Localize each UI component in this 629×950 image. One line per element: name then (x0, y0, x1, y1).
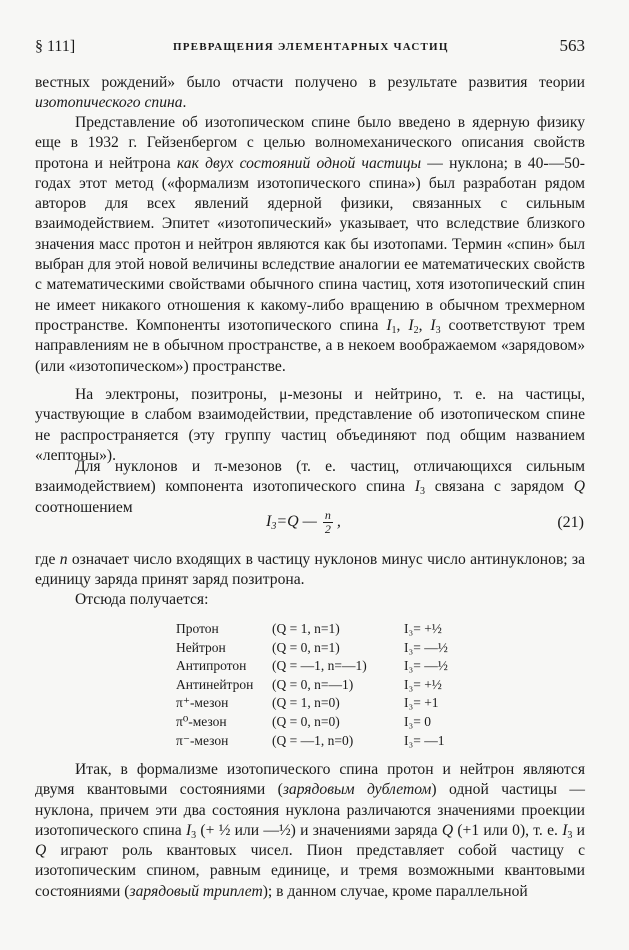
subscript: 3 (419, 486, 425, 498)
paragraph-7 (35, 760, 585, 902)
running-title: ПРЕВРАЩЕНИЯ ЭЛЕМЕНТАРНЫХ ЧАСТИЦ (173, 41, 449, 53)
text: связана с зарядом (424, 478, 574, 496)
paragraph-6 (35, 590, 585, 610)
particle-isospin: I₃= +1 (404, 695, 439, 711)
subscript: 3 (191, 829, 197, 841)
text: (+1 или 0), т. е. (453, 821, 563, 839)
text: ); в данном случае, кроме параллельной (262, 882, 528, 900)
particle-charge: (Q = 1, n=0) (272, 695, 340, 711)
fraction-numerator: n (324, 508, 331, 522)
paragraph-3 (35, 385, 585, 466)
text: , (418, 316, 431, 334)
text: вестных рождений» было отчасти получено в результате развития теории (35, 74, 585, 91)
particle-charge: (Q = 1, n=1) (272, 621, 340, 636)
formula-subscript: 3 (271, 521, 277, 533)
emphasis: зарядовым дублетом (282, 781, 432, 799)
text: , (396, 316, 409, 334)
fraction-denominator: 2 (324, 522, 331, 536)
text: играют роль квантовых чисел. Пион представляет собой частицу с изотопическим спином, равным единице, и тремя возможными квантовыми состояниями ( (35, 842, 585, 900)
symbol: I (430, 316, 436, 334)
page-header (35, 38, 585, 62)
symbol: I (185, 821, 192, 839)
symbol: Q (441, 821, 454, 839)
table-row (176, 657, 452, 676)
symbol: I (562, 821, 568, 839)
text: ) одной частицы — нуклона, причем эти два состояния нуклона различаются значениями проекции изотопического спина (35, 781, 585, 839)
table-row (176, 676, 452, 695)
table-row (176, 713, 452, 732)
particle-charge: (Q = —1, n=0) (272, 732, 354, 748)
particle-charge: (Q = 0, n=—1) (272, 676, 354, 692)
section-number: § 111] (35, 38, 76, 55)
particle-isospin: I₃= —1 (404, 732, 445, 748)
text: Для нуклонов и π-мезонов (т. е. частиц, отличающихся сильным взаимодействием) компонента изотопического спина (35, 458, 585, 496)
particle-name: π⁻-мезон (176, 732, 229, 748)
equation-number: (21) (557, 514, 584, 531)
formula-rhs: =Q — (276, 513, 317, 531)
table-row (176, 694, 452, 713)
text: где (35, 551, 60, 568)
text: соответствуют трем направлениям не в обычном пространстве, а в некоем воображаемом «зарядовом» (или «изотопическом») пространстве. (35, 316, 585, 375)
text: Представление об изотопическом спине было введено в ядерную физику еще в 1932 г. Гейзенбергом с целью волномеханического описания свойств протона и нейтрона (35, 114, 585, 172)
particle-charge: (Q = 0, n=1) (272, 639, 340, 655)
text: означает число входящих в частицу нуклонов минус число антинуклонов; за единицу заряда принят заряд позитрона. (35, 551, 585, 589)
subscript: 3 (567, 829, 573, 841)
particle-charge: (Q = —1, n=—1) (272, 658, 367, 674)
particle-isospin: I₃= +½ (404, 621, 442, 636)
text: Итак, в формализме изотопического спина протон и нейтрон являются двумя квантовыми состояниями ( (35, 761, 585, 799)
emphasis: зарядовый триплет (129, 882, 263, 900)
emphasis: как двух состояний одной частицы (176, 154, 422, 172)
text: Отсюда получается: (75, 591, 209, 608)
particle-name: π⁺-мезон (176, 695, 229, 711)
paragraph-2 (35, 113, 585, 377)
paragraph-5 (35, 550, 585, 591)
symbol: I (414, 478, 420, 496)
text: (+ ½ или —½) и значениями заряда (196, 821, 442, 839)
emphasis: изотопического спина (35, 94, 183, 112)
particle-name: π⁰-мезон (176, 713, 227, 729)
subscript: 3 (435, 324, 441, 336)
formula-tail: , (332, 513, 341, 531)
particle-isospin: I₃= +½ (404, 676, 442, 692)
particle-isospin: I₃= —½ (404, 639, 448, 655)
symbol: Q (573, 478, 585, 496)
symbol: I (408, 316, 414, 334)
symbol: n (59, 551, 68, 568)
page-number: 563 (559, 36, 585, 55)
text: . (182, 94, 187, 112)
particle-name: Нейтрон (176, 639, 226, 655)
table-row (176, 732, 452, 751)
subscript: 1 (391, 324, 397, 336)
formula-lhs: I (266, 513, 272, 531)
particle-name: Протон (176, 621, 219, 636)
fraction (323, 509, 333, 536)
formula-21 (266, 509, 341, 536)
subscript: 2 (413, 324, 419, 336)
text: и (572, 821, 586, 839)
symbol: Q (35, 842, 47, 860)
table-row (176, 620, 452, 639)
table-row (176, 639, 452, 658)
particle-name: Антипротон (176, 658, 247, 674)
text: На электроны, позитроны, μ-мезоны и нейтрино, т. е. на частицы, участвующие в слабом взаимодействии, представление об изотопическом спине не распространяется (эту группу частиц объединяют под общим названием «лептоны»). (35, 386, 585, 464)
symbol: I (386, 316, 392, 334)
particle-isospin: I₃= 0 (404, 713, 431, 729)
particle-charge: (Q = 0, n=0) (272, 713, 340, 729)
particle-table (176, 620, 452, 750)
particle-isospin: I₃= —½ (404, 658, 448, 674)
paragraph-1 (35, 73, 585, 114)
text: — нуклона; в 40-—50-годах этот метод («формализм изотопического спина») был разработан рядом авторов для всех явлений ядерной физики, связанных с сильным взаимодействием. Эпитет «изотопический» указывает, что вследствие близкого значения масс протон и нейтрон являются как бы изотопами. Термин «спин» был выбран для этой новой величины вследствие аналогии ее математических свойств с математическими свойствами обычного спина частиц, хотя изотопический спин не имеет никакого отношения к какому-либо вращению в обычном трехмерном пространстве. Компоненты изотопического спина (35, 154, 585, 334)
particle-name: Антинейтрон (176, 676, 254, 692)
text: соотношением (35, 498, 133, 516)
